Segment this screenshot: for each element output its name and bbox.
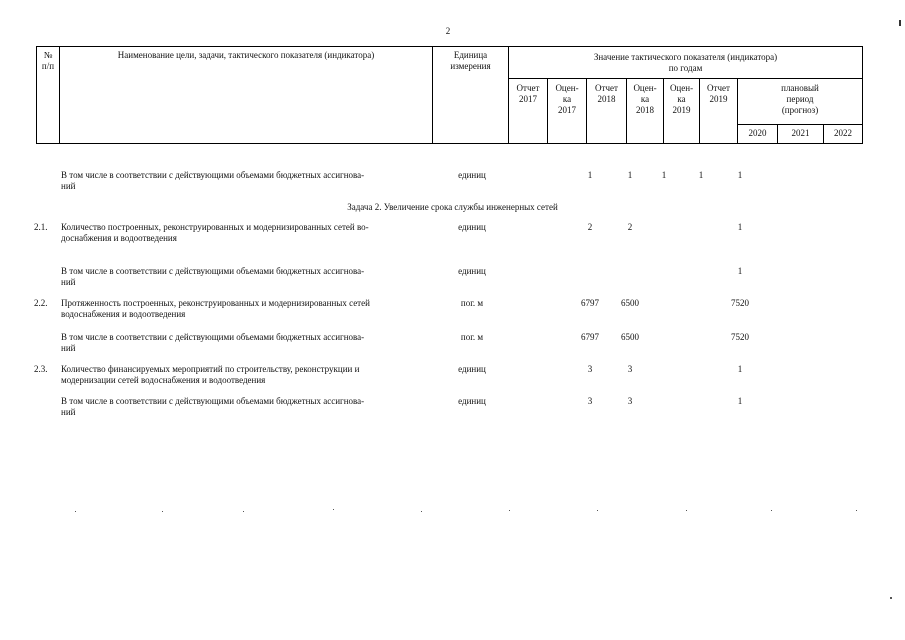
- indicator-name: В том числе в соответствии с действующими объемами бюджетных ассигнова- ний: [61, 332, 365, 353]
- value-cell: 2: [627, 222, 633, 232]
- value-cell: 1: [737, 266, 743, 276]
- value-cell: 3: [627, 396, 633, 406]
- value-cell: 1: [661, 170, 667, 180]
- indicator-name: В том числе в соответствии с действующими объемами бюджетных ассигнова- ний: [61, 396, 365, 417]
- header-sub-0: Отчет 2017: [516, 83, 540, 104]
- unit-cell: единиц: [458, 266, 486, 276]
- indicator-name: Количество финансируемых мероприятий по строительству, реконструкции и модернизации сетей водоснабжения и водоотведения: [61, 364, 360, 385]
- header-year-2021: 2021: [791, 128, 810, 138]
- value-cell: 1: [698, 170, 704, 180]
- unit-cell: единиц: [458, 170, 486, 180]
- value-cell: 3: [587, 364, 593, 374]
- value-cell: 6500: [621, 298, 639, 308]
- unit-cell: единиц: [458, 364, 486, 374]
- value-cell: 6797: [581, 298, 599, 308]
- value-cell: 6500: [621, 332, 639, 342]
- value-cell: 1: [737, 364, 743, 374]
- task-title: Задача 2. Увеличение срока службы инженерных сетей: [347, 202, 558, 212]
- header-year-2020: 2020: [748, 128, 767, 138]
- value-cell: 3: [587, 396, 593, 406]
- value-cell: 6797: [581, 332, 599, 342]
- header-sub-3: Оцен- ка 2018: [633, 83, 657, 115]
- header-sub-2: Отчет 2018: [595, 83, 618, 104]
- page-number: 2: [445, 26, 451, 36]
- table-header: [36, 46, 863, 144]
- unit-cell: пог. м: [460, 298, 484, 308]
- value-cell: 1: [737, 396, 743, 406]
- value-cell: 1: [627, 170, 633, 180]
- row-number: 2.2.: [34, 298, 48, 308]
- indicator-name: Протяженность построенных, реконструированных и модернизированных сетей водоснабжения и водоотведения: [61, 298, 370, 319]
- value-cell: 1: [737, 222, 743, 232]
- unit-cell: единиц: [458, 396, 486, 406]
- value-cell: 7520: [731, 298, 749, 308]
- header-sub-4: Оцен- ка 2019: [669, 83, 694, 115]
- unit-cell: пог. м: [460, 332, 484, 342]
- value-cell: 2: [587, 222, 593, 232]
- header-name: Наименование цели, задачи, тактического показателя (индикатора): [117, 50, 375, 60]
- value-cell: 7520: [731, 332, 749, 342]
- value-cell: 1: [587, 170, 593, 180]
- value-cell: 1: [737, 170, 743, 180]
- header-sub-5: Отчет 2019: [707, 83, 730, 104]
- indicator-name: В том числе в соответствии с действующими объемами бюджетных ассигнова- ний: [61, 170, 365, 191]
- value-cell: 3: [627, 364, 633, 374]
- unit-cell: единиц: [458, 222, 486, 232]
- header-num: № п/п: [41, 50, 55, 71]
- header-sub-1: Оцен- ка 2017: [555, 83, 579, 115]
- row-number: 2.3.: [34, 364, 48, 374]
- header-year-2022: 2022: [834, 128, 852, 138]
- indicator-name: В том числе в соответствии с действующими объемами бюджетных ассигнова- ний: [61, 266, 365, 287]
- header-values-title: Значение тактического показателя (индикатора) по годам: [593, 52, 778, 73]
- header-planned: плановый период (прогноз): [781, 83, 819, 115]
- row-number: 2.1.: [34, 222, 48, 232]
- indicator-name: Количество построенных, реконструированных и модернизированных сетей во- доснабжения и водоотведения: [61, 222, 369, 243]
- header-unit: Единица измерения: [450, 50, 491, 71]
